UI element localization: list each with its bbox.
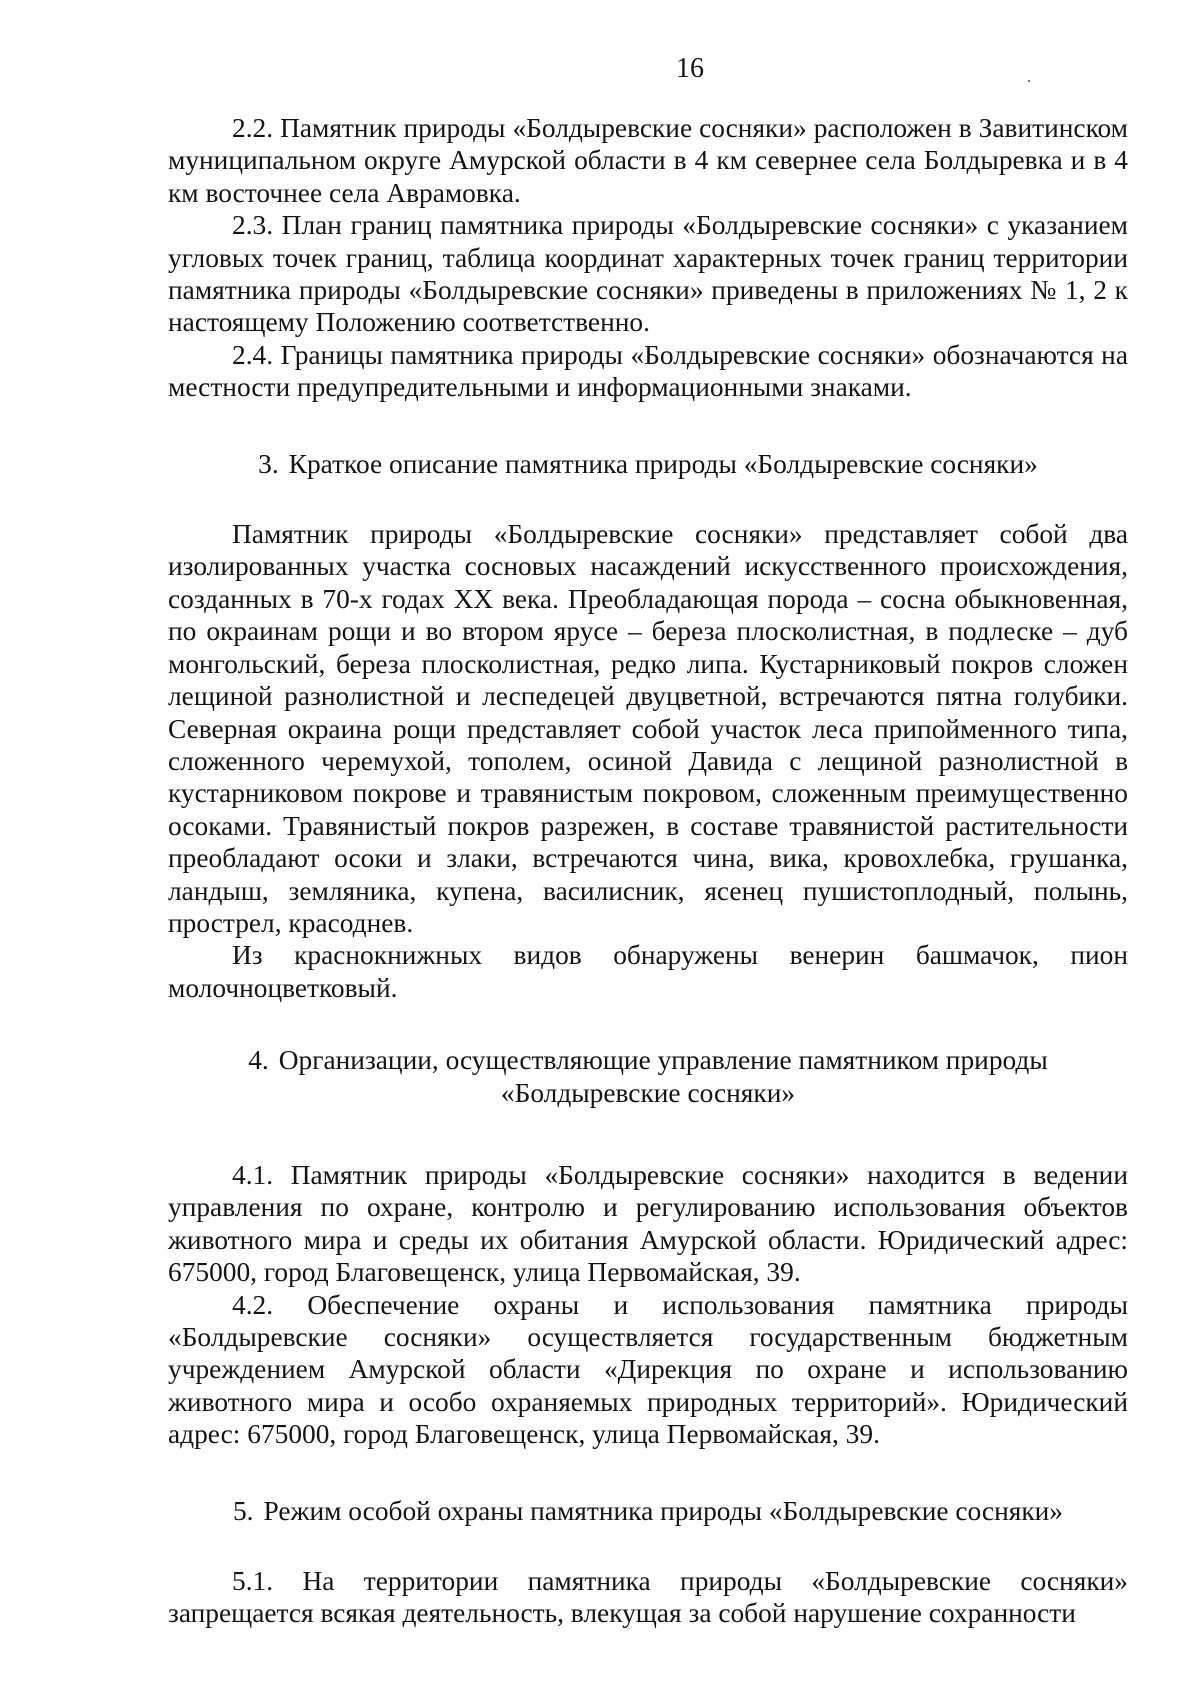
- section-5-heading: [168, 1495, 1128, 1527]
- paragraph-3-red-book: Из краснокнижных видов обнаружены венерин башмачок, пион молочноцветковый.: [168, 940, 1128, 1003]
- section-4-title-line-1: [168, 1044, 1128, 1076]
- section-3-title: Краткое описание памятника природы «Болдыревские сосняки»: [288, 448, 1038, 479]
- section-5-title: Режим особой охраны памятника природы «Болдыревские сосняки»: [263, 1495, 1064, 1526]
- page-number: 16: [676, 53, 704, 84]
- paragraph-2-2: 2.2. Памятник природы «Болдыревские сосняки» расположен в Завитинском муниципальном округе Амурской области в 4 км севернее села Болдыревка и в 4 км восточнее села Аврамовка.: [168, 113, 1128, 208]
- paragraph-4-2: 4.2. Обеспечение охраны и использования памятника природы «Болдыревские сосняки» осуществляется государственным бюджетным учреждением Амурской области «Дирекция по охране и использованию животного мира и особо охраняемых природных территорий». Юридический адрес: 675000, город Благовещенск, улица Первомайская, 39.: [168, 1289, 1128, 1450]
- section-4-title-line-2: «Болдыревские сосняки»: [500, 1077, 796, 1108]
- paragraph-4-1: 4.1. Памятник природы «Болдыревские сосняки» находится в ведении управления по охране, контролю и регулированию использования объектов животного мира и среды их обитания Амурской области. Юридический адрес: 675000, город Благовещенск, улица Первомайская, 39.: [168, 1159, 1128, 1288]
- paragraph-5-1: 5.1. На территории памятника природы «Болдыревские сосняки» запрещается всякая деятельность, влекущая за собой нарушение сохранности: [168, 1566, 1128, 1629]
- paragraph-2-4: 2.4. Границы памятника природы «Болдыревские сосняки» обозначаются на местности предупредительными и информационными знаками.: [168, 339, 1128, 403]
- section-3-number: 3.: [258, 448, 279, 479]
- section-3-heading: [168, 448, 1128, 480]
- section-5-number: 5.: [232, 1495, 254, 1526]
- document-body: [168, 112, 1128, 1630]
- scan-speck: [1028, 80, 1030, 82]
- section-4-number: 4.: [248, 1045, 269, 1076]
- section-4-title: Организации, осуществляющие управление памятником природы: [278, 1045, 1048, 1076]
- paragraph-2-3: 2.3. План границ памятника природы «Болдыревские сосняки» с указанием угловых точек границ, таблица координат характерных точек границ территории памятника природы «Болдыревские сосняки» приведены в приложениях № 1, 2 к настоящему Положению соответственно.: [168, 210, 1128, 338]
- paragraph-3-description: Памятник природы «Болдыревские сосняки» представляет собой два изолированных участка сосновых насаждений искусственного происхождения, созданных в 70-х годах XX века. Преобладающая порода – сосна обыкновенная, по окраинам рощи и во втором ярусе – береза плосколистная, в подлеске – дуб монгольский, береза плосколистная, редко липа. Кустарниковый покров сложен лещиной разнолистной и леспедецей двуцветной, встречаются пятна голубики. Северная окраина рощи представляет собой участок леса припойменного типа, сложенного черемухой, тополем, осиной Давида с лещиной разнолистной в кустарниковом покрове и травянистым покровом, сложенным преимущественно осоками. Травянистый покров разрежен, в составе травянистой растительности преобладают осоки и злаки, встречаются чина, вика, кровохлебка, грушанка, ландыш, земляника, купена, василисник, ясенец пушистоплодный, полынь, прострел, красоднев.: [168, 519, 1128, 938]
- section-4-heading: [168, 1044, 1128, 1109]
